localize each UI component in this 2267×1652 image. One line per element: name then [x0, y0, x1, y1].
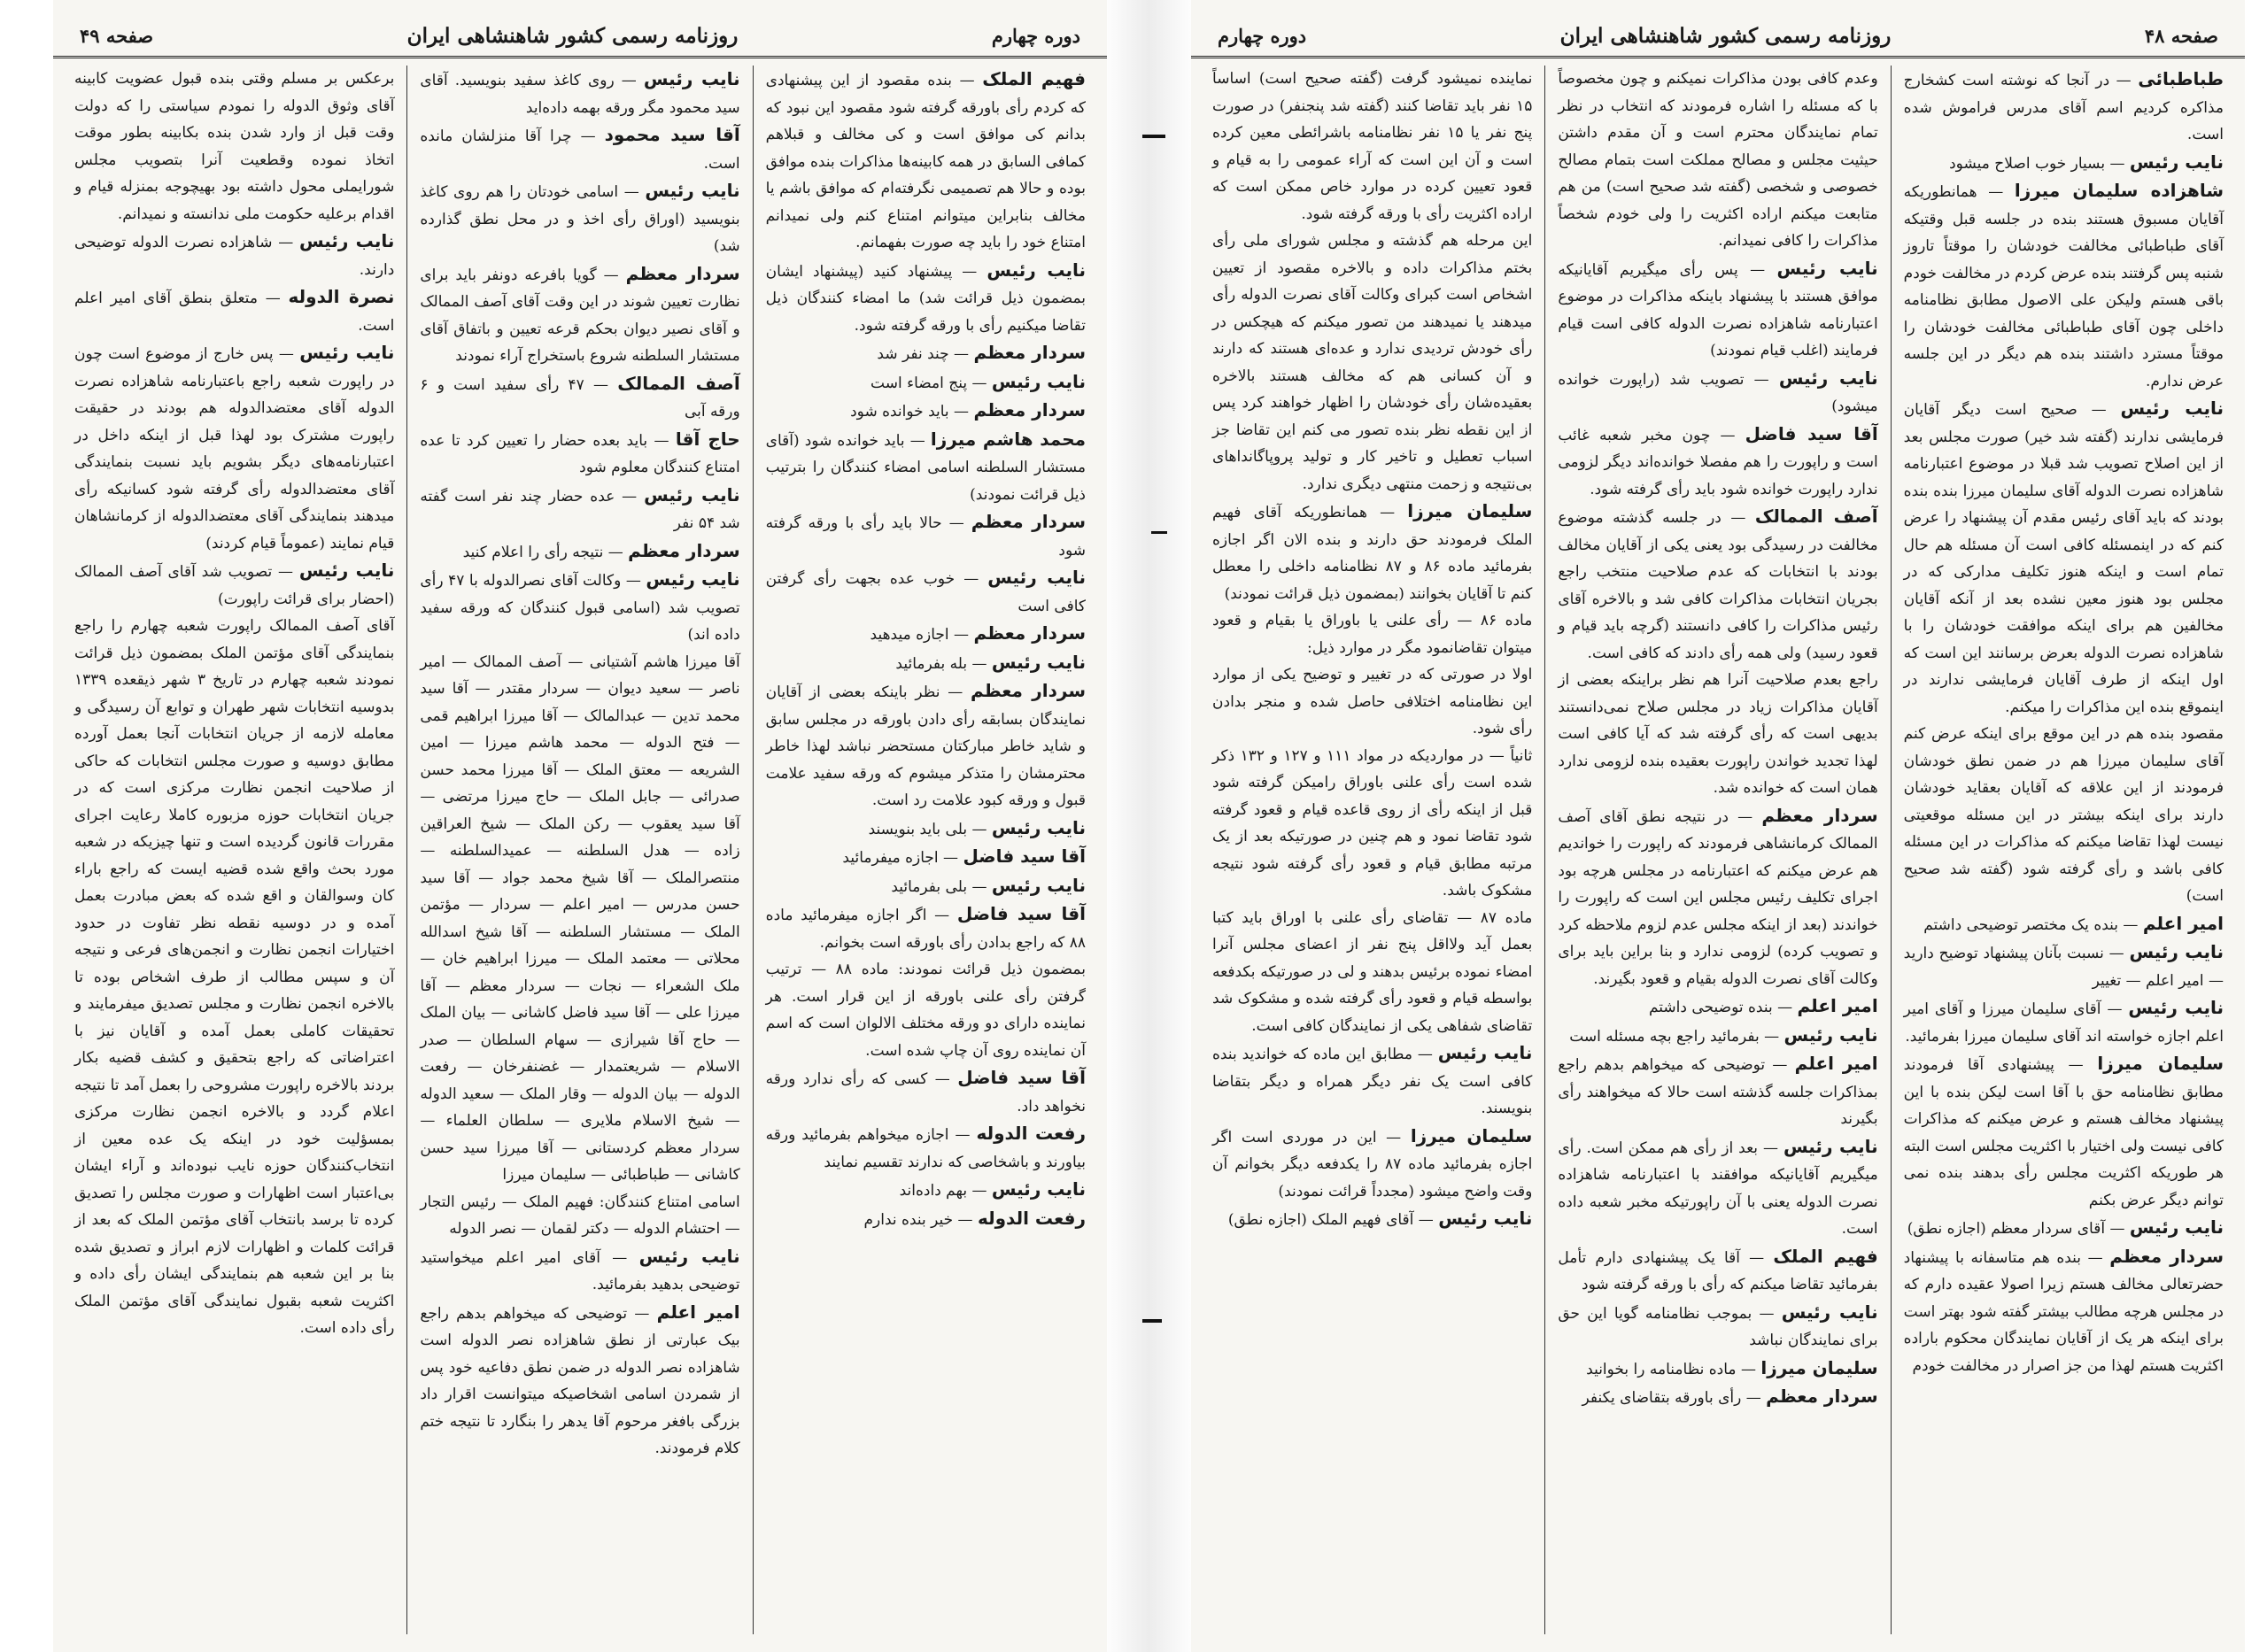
speech-text: — گویا بافرعه دونفر باید برای نظارت تعیین شوند در این وقت آقای آصف الممالک و آقای نصیر دیوان بحکم قرعه تعیین و باتفاق آقای مستشار السلطنه شروع باستخراج آراء نمودند	[420, 266, 740, 365]
speaker-name: رفعت الدوله	[977, 1207, 1086, 1229]
speech-text: — آقای امیر اعلم میخواستید توضیحی بدهید بفرمائید.	[420, 1248, 740, 1293]
speaker-name: آقا سید محمود	[604, 124, 740, 145]
page-number: صفحه ۴۹	[80, 25, 154, 47]
scan-mark	[1142, 135, 1165, 138]
speaker-name: سردار معظم	[973, 622, 1086, 644]
speech-text: — در جلسه گذشته موضوع مخالفت در رسیدگی بود یعنی یکی از آقایان مخالف بودند با انتخابات که عدم صلاحیت منتخب راجع بجریان انتخابات مذاکرات کافی شد و بالاخره آقای رئیس مذاکرات را کافی دانستند (گرچه باید قیام و قعود رسید) ولی همه رأی دادند که کافی است.	[1558, 509, 1878, 662]
speech-entry	[1558, 992, 1877, 1022]
speaker-name: نایب رئیس	[298, 560, 395, 581]
period-label: دوره چهارم	[1218, 25, 1307, 47]
speaker-name: امیر اعلم	[2142, 912, 2224, 934]
speech-entry	[420, 1299, 739, 1463]
speech-entry	[766, 66, 1086, 257]
text-paragraph	[766, 956, 1086, 1064]
text-paragraph	[420, 649, 739, 1189]
speaker-name: سردار معظم	[1761, 804, 1878, 826]
speaker-name: نایب رئیس	[1437, 1042, 1533, 1063]
speech-text: برعکس بر مسلم وقتی بنده قبول عضویت کابینه آقای وثوق الدوله را نمودم سیاستی را که دولت وقت قبل از وارد شدن بنده بکابینه بطور موقت اتخاذ نموده وقطعیت آنرا بتصویب مجلس شورایملی محول داشته بود بهیچوجه بمنزله قیام و اقدام برعلیه حکومت ملی ندانسته و نمیدانم.	[74, 70, 395, 223]
speech-text: آقای آصف الممالک راپورت شعبه چهارم را راجع بنمایندگی آقای مؤتمن الملک بمضمون ذیل قرائت نمودند شعبه چهارم در تاریخ ۳ شهر ذیقعده ۱۳۳۹ بدوسیه انتخابات شهر طهران و توابع آن رسیدگی و معامله لازمه از جریان انتخابات آنجا بعمل آورده مطابق دوسیه و صورت مجلس انتخابات که حاکی از صلاحیت انجمن نظارت مرکزی است که در جریان انتخابات حوزه مزبوره کاملا رعایت اجرای مقررات قانون گردیده است و تنها چیزیکه در شعبه مورد بحث واقع شده قضیه ایست که راجع باراء کان وسوالقان و اقع شده که بعض مبادرت بعمل آمده و در دوسیه نقطه نظر تفاوت در حدود اختیارات انجمن نظارت و انجمن‌های فرعی و نتیجه آن و سپس مطالب از طرف اشخاص بوده تا بالاخره انجمن نظارت و مجلس تصدیق میفرمایند و تحقیقات کاملی بعمل آمده و آقایان نیز با اعتراضاتی که راجع بتحقیق و کشف قضیه بکار بردند بالاخره راپورت مشروحی را بعمل آمد تا نتیجه اعلام گردد و بالاخره انجمن نظارت مرکزی بمسؤلیت خود در اینکه یک عده معین از انتخاب‌کنندگان حوزه نایب نبوده‌اند و آراء ایشان بی‌اعتبار است اظهارات و صورت مجلس را تصدیق کرده تا برسد بانتخاب آقای مؤتمن الملک که بعد از قرائت کلمات و اظهارات لازم ابراز و تصدیق شده بنا بر این شعبه هم بنمایندگی ایشان رأی داده و اکثریت شعبه بقبول نمایندگی آقای مؤتمن الملک رأی داده است.	[74, 617, 395, 1337]
speaker-name: آصف الممالک	[617, 372, 740, 394]
text-columns	[62, 66, 1098, 1634]
speech-entry	[1212, 498, 1532, 607]
speech-text: ثانیاً — در مواردیکه در مواد ۱۱۱ و ۱۲۷ و ۱۳۲ ذکر شده است رأی علنی باوراق رامیکن گرفته شود قبل از اینکه رأی از روی قاعده قیام و قعود گرفته شود تقاضا نمود و هم چنین در صورتیکه بعد از یک مرتبه مطابق قیام و قعود رأی گرفته شود نتیجه مشکوک باشد.	[1212, 746, 1533, 899]
speech-text: راجع بعدم صلاحیت آنرا هم نظر براینکه بعضی از آقایان مذاکرات زیاد در مجلس صلاح نمی‌دانستند بدیهی است که رأی گرفته شد که آیا کافی است لهذا تجدید خواندن راپورت بعقیده بنده لزومی ندارد همان است که خوانده شد.	[1558, 671, 1878, 797]
text-paragraph	[1212, 228, 1532, 498]
speech-entry	[74, 557, 394, 613]
speaker-name: نایب رئیس	[644, 483, 740, 506]
speech-text: اسامی امتناع کنندگان: فهیم الملک — رئیس التجار — احتشام الدوله — دکتر لقمان — نصر الدوله	[420, 1193, 740, 1238]
newspaper-title: روزنامه رسمی کشور شاهنشاهی ایران	[1559, 24, 1892, 48]
speech-entry	[1904, 1050, 2224, 1214]
speech-text: — بنده یک مختصر توضیحی داشتم	[1923, 915, 2139, 934]
speech-entry	[766, 257, 1086, 340]
speaker-name: نایب رئیس	[991, 651, 1086, 673]
text-paragraph	[74, 613, 394, 1342]
speech-text: — نظر باینکه بعضی از آقایان نمایندگان بسابقه رأی دادن باورقه در مجلس سابق و شاید خاطر مبارکتان مستحضر نباشد لهذا خاطر محترمشان را متذکر میشوم که ورقه سفید علامت قبول و ورقه کبود علامت رد است.	[765, 683, 1086, 809]
speech-entry	[1904, 938, 2224, 994]
speaker-name: سردار معظم	[971, 680, 1086, 701]
speaker-name: فهیم الملک	[982, 68, 1087, 89]
speech-text: — بلی باید بنویسند	[868, 820, 987, 838]
speech-entry	[420, 1243, 739, 1299]
speech-text: — آقا یک پیشنهادی دارم تأمل بفرمائید تقاضا میکنم که رأی با ورقه گرفته شود	[1558, 1248, 1878, 1293]
speech-entry	[420, 121, 739, 177]
speech-text: — پس رأی میگیریم آقایانیکه موافق هستند با پیشنهاد باینکه مذاکرات در موضوع اعتبارنامه شاهزاده نصرت الدوله کافی است قیام فرمایند (اغلب قیام نمودند)	[1558, 260, 1878, 359]
speaker-name: فهیم الملک	[1773, 1245, 1878, 1267]
speech-text: — خوب عده بجهت رأی گرفتن کافی است	[765, 570, 1086, 615]
speech-text: — همانطوریکه آقایان مسبوق هستند بنده در جلسه قبل وقتیکه آقای طباطبائی مخالفت خودشان را موقتاً تاروز شنبه پس گرفتند بنده عرض کردم در مخالفت خودم باقی هستم ولیکن علی الاصول مطابق نظامنامه داخلی چون آقای طباطبائی مخالفت خودشان را موقتاً مسترد داشتند بنده هم دیگر در این جلسه عرض ندارم.	[1903, 183, 2224, 390]
speech-text: — تصویب شد (راپورت خوانده میشود)	[1558, 370, 1878, 415]
speech-text: — توضیحی که میخواهم بدهم راجع بیک عبارتی از نطق شاهزاده نصر الدوله است شاهزاده نصر الدوله در ضمن نطق دفاعیه خود پس از شمردن اسامی اشخاصیکه میتوانست اقرار داد بزرگی بافغر مرحوم آقا یدهر را بنگارد تا نتیجه ختم کلام فرمودند.	[420, 1304, 740, 1457]
speaker-name: آقا سید فاضل	[956, 903, 1086, 924]
speech-text: — باید بعده حضار را تعیین کرد تا عده امتناع کنندگان معلوم شود	[420, 431, 740, 476]
speaker-name: سردار معظم	[973, 399, 1086, 421]
speech-text: — باید خوانده شود (آقای مستشار السلطنه اسامی امضاء کنندگان را بترتیب ذیل قرائت نمودند)	[765, 431, 1086, 504]
speaker-name: شاهزاده سلیمان میرزا	[2014, 180, 2224, 201]
period-label: دوره چهارم	[991, 25, 1080, 47]
speech-text: — اسامی خودتان را هم روی کاغذ بنویسید (اوراق رأی اخذ و در محل نطق گذارده شد)	[420, 183, 740, 255]
speaker-name: سردار معظم	[1766, 1386, 1878, 1407]
speech-entry	[1558, 1022, 1877, 1051]
speaker-name: نایب رئیس	[991, 874, 1086, 896]
speech-text: این مرحله هم گذشته و مجلس شورای ملی رأی بختم مذاکرات داده و بالاخره مقصود از تعیین اشخاص است کبرای وکالت آقای نصرت الدوله رأی میدهند یا نمیدهند من تصور میکنم که هیچکس در رأی خودش تردیدی ندارد و عده‌ای هستند که دارند و آن کسانی هم که مخالف هستند بالاخره بعقیده‌شان رأی خودشان را اظهار خواهند کرد پس از این نقطه نظر بنده تصور می کنم این تقاضا جز اسباب تعطیل و تاخیر کار و تولید پروپاگانداهای بی‌نتیجه و زحمت منتهی دیگری ندارد.	[1212, 232, 1533, 493]
speech-entry	[420, 537, 739, 567]
speech-entry	[766, 677, 1086, 814]
speech-entry	[1558, 503, 1877, 667]
speech-text: — بلی بفرمائید	[891, 877, 987, 896]
speaker-name: سلیمان میرزا	[1760, 1356, 1878, 1378]
speaker-name: نایب رئیس	[986, 259, 1087, 281]
text-paragraph	[1212, 66, 1532, 228]
speaker-name: نصرة الدوله	[288, 286, 395, 307]
speech-text: — چون مخبر شعبه غائب است و راپورت را هم مفصلا خوانده‌اند دیگر لزومی ندارد راپورت خوانده شود باید رأی گرفته شود.	[1558, 426, 1878, 498]
speech-entry	[766, 872, 1086, 901]
speech-text: — آقای سردار معظم (اجازه نطق)	[1907, 1220, 2125, 1238]
speech-text: — این در موردی است اگر اجازه بفرمائید ماده ۸۷ را یکدفعه دیگر بخوانم آن وقت واضح میشود (مجدداً قرائت نمودند)	[1212, 1128, 1533, 1200]
scan-mark	[1142, 1319, 1162, 1323]
speech-entry	[420, 426, 739, 482]
page-header	[1191, 16, 2245, 58]
text-column	[406, 66, 752, 1634]
speech-text: — بعد از رأی هم ممکن است. رأی میگیریم آقایانیکه موافقند با اعتبارنامه شاهزاده نصرت الدوله یعنی با آن راپورتیکه مخبر شعبه داده است.	[1558, 1139, 1878, 1238]
speech-text: — بهم داده‌اند	[899, 1182, 987, 1200]
speech-text: — روی کاغذ سفید بنویسید. آقای سید محمود مگر ورقه بهمه داده‌اید	[420, 72, 740, 117]
speech-entry	[1558, 1243, 1877, 1299]
speech-entry	[1904, 66, 2224, 149]
speech-text: — بنده هم متاسفانه با پیشنهاد حضرتعالی مخالف هستم زیرا اصولا عقیده دارم که در مجلس هرچه مطالب بیشتر گفته شود بهتر است برای اینکه هر یک از آقایان نمایندگان محکوم باراده اکثریت هستم لهذا من جز اصرار در مخالفت خودم	[1903, 1248, 2224, 1375]
speech-text: وعدم کافی بودن مذاکرات نمیکنم و چون مخصوصاً با که مسئله را اشاره فرمودند که انتخاب در نظر تمام نمایندگان محترم است و آن مقدم داشتن حیثیت مجلس و مصالح مملکت است بتمام مصالح خصوصی و شخصی (گفته شد صحیح است) من هم متابعت میکنم اراده اکثریت را ولی خودم شخصاً مذاکرات را کافی نمیدانم.	[1558, 70, 1878, 250]
speaker-name: نایب رئیس	[2120, 398, 2224, 419]
speech-text: — اجازه میفرمائید	[842, 849, 959, 867]
speaker-name: نایب رئیس	[645, 180, 740, 201]
speech-text: — توضیحی که میخواهم بدهم راجع بمذاکرات جلسه گذشته است حالا که میخواهند رأی بگیرند	[1558, 1056, 1878, 1128]
text-paragraph	[1558, 667, 1877, 802]
speaker-name: سلیمان میرزا	[1407, 500, 1533, 521]
speaker-name: نایب رئیس	[991, 816, 1086, 838]
speaker-name: سردار معظم	[2109, 1245, 2224, 1267]
speech-entry	[1558, 1050, 1877, 1133]
speech-entry	[1558, 802, 1877, 993]
speech-text: — چرا آقا منزلشان مانده است.	[420, 127, 740, 173]
speech-text: ماده ۸۷ — تقاضای رأی علنی با اوراق باید کتبا بعمل آید ولااقل پنج نفر از اعضای مجلس آنرا امضاء نموده برئیس بدهند و لی در صورتیکه بکدفعه بواسطه قیام و قعود رأی گرفته شده و مشکوک شد تقاضای شفاهی یکی از نمایندگان کافی است.	[1212, 908, 1533, 1035]
speech-text: — آقای فهیم الملک (اجازه نطق)	[1227, 1211, 1434, 1229]
speech-text: — ۴۷ رأی سفید است و ۶ ورقه آبی	[420, 375, 740, 421]
speaker-name: نایب رئیس	[1778, 367, 1878, 389]
text-column	[62, 66, 406, 1634]
speaker-name: نایب رئیس	[298, 230, 395, 251]
speech-text: بمضمون ذیل قرائت نمودند: ماده ۸۸ — ترتیب گرفتن رأی علنی باورقه از این قرار است. هر نماینده دارای دو ورقه مختلف الالوان است که اسم آن نماینده روی آن چاپ شده است.	[765, 961, 1086, 1060]
speech-entry	[420, 66, 739, 121]
speech-text: — اجازه میدهید	[870, 626, 970, 644]
speech-entry	[1558, 421, 1877, 504]
speech-entry	[766, 397, 1086, 426]
speech-text: — پنج امضاء است	[870, 374, 987, 392]
speech-entry	[766, 620, 1086, 649]
speech-text: — صحیح است دیگر آقایان فرمایشی ندارند (گفته شد خیر) صورت مجلس بعد از این اصلاح تصویب شد قبلا در موضوع اعتبارنامه شاهزاده نصرت الدوله آقای سلیمان میرزا بنده بنده بودند که باید آقای رئیس مقدم آن پیشنهاد را عرض کنم که در اینمسئله کافی است آن مسئله هم حال تمام است و اینکه هنوز تکلیف مدارکی که در مجلس بود هنوز معین نشده بعد از آنکه آقایان مخالفین هم برای اینکه موافقت خودشان را با شاهزاده نصرت الدوله بعرض برسانند این است که اول اینکه از طرف آقایان فرمایشی ندارند در اینموقع بنده این مذاکرات را میکنم.	[1903, 401, 2224, 716]
speech-entry	[766, 1176, 1086, 1205]
speaker-name: نایب رئیس	[991, 370, 1086, 392]
speaker-name: نایب رئیس	[1783, 1135, 1878, 1157]
text-paragraph	[1212, 743, 1532, 905]
speaker-name: نایب رئیس	[2129, 1216, 2224, 1238]
speech-text: — بفرمائید راجع بچه مسئله است	[1569, 1027, 1780, 1046]
speech-entry	[1904, 149, 2224, 178]
speech-entry	[1904, 395, 2224, 721]
text-column	[1891, 66, 2236, 1634]
speech-text: — بنده مقصود از این پیشنهادی که کردم رأی باورقه گرفته شود مقصود این نبود که بدانم کی موافق است و کی مخالف و قبلاهم کمافی السابق در همه کابینه‌ها مذاکرات بنده موافق بوده و حالا هم تصمیمی نگرفته‌ام که موافق باشم یا مخالف بنابراین میتوانم امتناع کنم ولی نمیدانم امتناع خود را باید چه صورت بفهمانم.	[765, 72, 1086, 251]
speech-entry	[420, 260, 739, 370]
speech-text: — وکالت آقای نصرالدوله با ۴۷ رأی تصویب شد (اسامی قبول کنندگان که ورقه سفید داده اند)	[420, 572, 740, 644]
speaker-name: نایب رئیس	[299, 342, 395, 363]
speech-text: — رأی باورقه بتقاضای یکنفر	[1582, 1389, 1761, 1407]
speaker-name: نایب رئیس	[2128, 997, 2224, 1018]
speech-text: — در آنجا که نوشته است کشخارج مذاکره کردیم اسم آقای مدرس فراموش شده است.	[1903, 72, 2224, 143]
speech-text: — بموجب نظامنامه گویا این حق برای نمایندگان نباشد	[1558, 1304, 1878, 1349]
speech-entry	[1558, 1355, 1877, 1384]
speaker-name: سلیمان میرزا	[1410, 1124, 1533, 1146]
speech-entry	[1558, 365, 1877, 421]
speech-text: آقا میرزا هاشم آشتیانی — آصف الممالک — امیر ناصر — سعید دیوان — سردار مقتدر — آقا سید محمد تدین — عبدالمالک — آقا میرزا ابراهیم قمی — فتح الدوله — محمد هاشم میرزا — امین الشریعه — معتق الملک — آقا میرزا محمد حسن صدرائی — جابل الملک — حاج میرزا مرتضی — آقا سید یعقوب — رکن الملک — شیخ العراقین زاده — هدل السلطنه — عمیدالسلطنه — منتصرالملک — آقا شیخ محمد جواد — آقا سید حسن مدرس — امیر اعلم — سردار — مؤتمن الملک — مستشار السلطنه — آقا شیخ اسدالله محلاتی — معتمد الملک — میرزا ابراهیم خان — ملک الشعراء — نجات — سردار معظم — آقا میرزا علی — آقا سید فاضل کاشانی — بیان الملک — حاج آقا شیرازی — سهام السلطان — صدر الاسلام — شریعتمدار — غضنفرخان — رفعت الدوله — بیان الدوله — وقار الملک — سعید الدوله — شیخ الاسلام ملایری — سلطان العلماء — سردار معظم کردستانی — آقا میرزا سید حسن کاشانی — طباطبائی — سلیمان میرزا	[420, 652, 740, 1184]
speaker-name: نایب رئیس	[1781, 1301, 1878, 1323]
speech-text: — باید خوانده شود	[850, 403, 970, 421]
speech-entry	[1558, 1383, 1877, 1412]
speaker-name: نایب رئیس	[2129, 151, 2224, 173]
text-paragraph	[74, 66, 394, 228]
speech-entry	[766, 1205, 1086, 1234]
speech-entry	[1904, 1243, 2224, 1380]
speech-entry	[766, 649, 1086, 678]
speech-text: — آقای سلیمان میرزا و آقای امیر اعلم اجازه خواسته اند آقای سلیمان میرزا بفرمائید.	[1903, 1000, 2224, 1046]
text-column	[1200, 66, 1544, 1634]
speaker-name: حاج آقا	[675, 428, 740, 450]
speaker-name: آقا سید فاضل	[1745, 422, 1878, 444]
text-paragraph	[1212, 905, 1532, 1040]
speaker-name: امیر اعلم	[1794, 1053, 1878, 1074]
speaker-name: نایب رئیس	[991, 1178, 1086, 1200]
speaker-name: نایب رئیس	[1783, 1023, 1878, 1046]
speaker-name: امیر اعلم	[656, 1301, 740, 1323]
speaker-name: نایب رئیس	[987, 567, 1086, 588]
speech-text: — در نتیجه نطق آقای آصف الممالک کرمانشاهی فرمودند که راپورت را خواندیم هم عرض میکنم که اعتبارنامه در مجلس هرچه بود اجرای تکلیف رئیس مجلس این است که راپورت را خواندند (بعد از اینکه مجلس عدم لزوم ملاحظه کرد و تصویب کرده) لزومی ندارد و بنا براین باید برای وکالت آقای نصرت الدوله بقیام و قعود بگیرند.	[1558, 807, 1878, 988]
speaker-name: سردار معظم	[973, 342, 1086, 363]
speech-text: — پس خارج از موضوع است چون در راپورت شعبه راجع باعتبارنامه شاهزاده نصرت الدوله آقای معتضدالدوله هم بودند در حقیقت راپورت مشترک بود لهذا قبل از اینکه داخل در اعتبارنامه‌های دیگر بشویم باید نسبت بنمایندگی آقای معتضدالدوله رأی گرفته شود کسانیکه رأی میدهند بنمایندگی آقای معتضدالدوله از کرمانشاهان قیام نمایند (عموماً قیام کردند)	[74, 345, 395, 552]
speech-entry	[766, 426, 1086, 509]
speech-entry	[766, 814, 1086, 844]
speaker-name: نایب رئیس	[646, 568, 740, 590]
speech-text: — بسیار خوب اصلاح میشود	[1949, 154, 2125, 173]
text-paragraph	[1904, 721, 2224, 910]
page-number: صفحه ۴۸	[2144, 25, 2218, 47]
speech-text: — نتیجه رأی را اعلام کنید	[462, 543, 623, 561]
speech-text: — بنده توضیحی داشتم	[1648, 999, 1793, 1016]
speech-entry	[1558, 1299, 1877, 1355]
speech-entry	[74, 339, 394, 557]
speech-text: — ماده نظامنامه را بخوانید	[1586, 1360, 1756, 1378]
speaker-name: آقا سید فاضل	[957, 1067, 1086, 1088]
page-fold-gutter	[1107, 0, 1191, 1652]
speech-text: — متعلق بنطق آقای امیر اعلم است.	[74, 289, 395, 335]
speech-text: — کسی که رأی ندارد ورقه نخواهد داد.	[765, 1070, 1086, 1115]
speaker-name: آصف الممالک	[1754, 506, 1878, 527]
text-paragraph	[420, 1189, 739, 1243]
speaker-name: رفعت الدوله	[976, 1123, 1087, 1144]
speech-entry	[420, 566, 739, 649]
speech-text: — بله بفرمائید	[895, 654, 987, 673]
speaker-name: سردار معظم	[971, 511, 1087, 532]
speech-entry	[1212, 1205, 1532, 1234]
speech-entry	[766, 1120, 1086, 1176]
speech-entry	[420, 370, 739, 426]
speech-text: — خیر بنده ندارم	[863, 1210, 973, 1229]
speech-text: — چند نفر شد	[877, 345, 970, 363]
speech-text: — نسبت بآنان پیشنهاد توضیح دارید — امیر اعلم — تغییر	[1903, 945, 2224, 990]
speech-entry	[1212, 1123, 1532, 1206]
speaker-name: نایب رئیس	[1438, 1208, 1533, 1229]
speech-text: نماینده نمیشود گرفت (گفته صحیح است) اساساً ۱۵ نفر باید تقاضا کنند (گفته شد پنجنفر) در صورت پنج نفر یا ۱۵ نفر نظامنامه باشرائطی معین کرده است و آن این است که آراء عمومی را به قیام و قعود تعیین کرده در موارد خاص ممکن است که اراده اکثریت رأی با ورقه گرفته شود.	[1212, 70, 1533, 223]
speaker-name: آقا سید فاضل	[963, 845, 1086, 867]
speaker-name: نایب رئیس	[643, 68, 740, 89]
speech-text: — همانطوریکه آقای فهیم الملک فرمودند حق دارند و بنده الان اگر اجازه بفرمائید ماده ۸۶ و ۸۷ نظامنامه داخلی را معطل کنم تا آقایان بخوانند (بمضمون ذیل قرائت نمودند)	[1212, 504, 1533, 603]
speech-entry	[420, 482, 739, 537]
speech-entry	[1904, 1214, 2224, 1243]
speech-entry	[1904, 910, 2224, 939]
newspaper-title: روزنامه رسمی کشور شاهنشاهی ایران	[406, 24, 739, 48]
text-column	[753, 66, 1098, 1634]
speech-entry	[766, 564, 1086, 620]
speech-entry	[766, 843, 1086, 872]
speech-text: — پیشنهادی آقا فرمودند مطابق نظامنامه حق با آقا است لیکن بنده با این پیشنهاد مخالف هستم و عرض میکنم که مذاکرات کافی نیست ولی اختیار با اکثریت مجلس است البته هر طوریکه اکثریت مجلس رأی بدهند بنده نمی توانم دیگر عرض بکنم	[1903, 1056, 2224, 1209]
speaker-name: طباطبائی	[2138, 68, 2224, 89]
right-page	[1191, 0, 2245, 1652]
speech-text: — شاهزاده نصرت الدوله توضیحی دارند.	[74, 234, 395, 279]
speaker-name: محمد هاشم میرزا	[930, 428, 1086, 450]
text-paragraph	[1212, 607, 1532, 661]
page-header	[53, 16, 1107, 58]
speech-entry	[1904, 177, 2224, 395]
speech-entry	[1558, 1133, 1877, 1243]
speech-entry	[1558, 255, 1877, 365]
speech-entry	[766, 900, 1086, 956]
speech-text: — اگر اجازه میفرمائید ماده ۸۸ که راجع بدادن رأی باورقه است بخوانم.	[765, 907, 1086, 952]
speech-text: — مطابق این ماده که خواندید بنده کافی است یک نفر دیگر همراه و دیگر بتقاضا بنویسند.	[1212, 1046, 1533, 1117]
speaker-name: نایب رئیس	[2129, 941, 2224, 962]
speech-text: — حالا باید رأی با ورقه گرفته شود	[765, 514, 1086, 560]
speech-entry	[420, 177, 739, 260]
text-column	[1544, 66, 1890, 1634]
speech-text: مقصود بنده هم در این موقع برای اینکه عرض کنم آقای سلیمان میرزا هم در ضمن نطق خودشان فرمودند از این علاقه که آقایان بعقاید خودشان دارند برای اینکه بیشتر در این مسئله موقعیتی نیست لهذا تقاضا میکنم که مذاکرات در این مسئله کافی باشد و رأی گرفته شود (گفته شد صحیح است)	[1903, 725, 2224, 905]
speech-text: اولا در صورتی که در تغییر و توضیح یکی از موارد این نظامنامه اختلافی حاصل شده و منجر بدادن رأی شود.	[1212, 666, 1533, 737]
speaker-name: نایب رئیس	[638, 1245, 740, 1267]
text-paragraph	[1558, 66, 1877, 255]
speech-entry	[766, 368, 1086, 398]
speech-entry	[766, 339, 1086, 368]
speech-text: ماده ۸۶ — رأی علنی یا باوراق یا بقیام و قعود میتوان تقاضانمود مگر در موارد ذیل:	[1212, 612, 1533, 657]
speaker-name: سردار معظم	[625, 262, 740, 284]
speech-text: — عده حضار چند نفر است گفته شد ۵۴ نفر	[420, 487, 740, 532]
speech-entry	[766, 1064, 1086, 1120]
speaker-name: سردار معظم	[628, 539, 740, 561]
speech-text: — اجازه میخواهم بفرمائید ورقه بیاورند و باشخاصی که ندارند تقسیم نمایند	[765, 1126, 1086, 1171]
text-paragraph	[1212, 661, 1532, 743]
speaker-name: امیر اعلم	[1797, 995, 1878, 1016]
left-page	[53, 0, 1107, 1652]
speaker-name: سلیمان میرزا	[2097, 1053, 2224, 1074]
speech-text: — تصویب شد آقای آصف الممالک (احضار برای قرائت راپورت)	[74, 563, 395, 608]
speaker-name: نایب رئیس	[1776, 257, 1878, 279]
speech-text: — پیشنهاد کنید (پیشنهاد ایشان بمضمون ذیل قرائت شد) ما امضاء کنندگان ذیل تقاضا میکنیم رأی با ورقه گرفته شود.	[765, 262, 1086, 335]
speech-entry	[74, 283, 394, 339]
text-columns	[1200, 66, 2236, 1634]
speech-entry	[74, 228, 394, 283]
speech-entry	[1904, 994, 2224, 1050]
speech-entry	[766, 508, 1086, 564]
scan-mark	[1151, 531, 1167, 534]
speech-entry	[1212, 1039, 1532, 1123]
